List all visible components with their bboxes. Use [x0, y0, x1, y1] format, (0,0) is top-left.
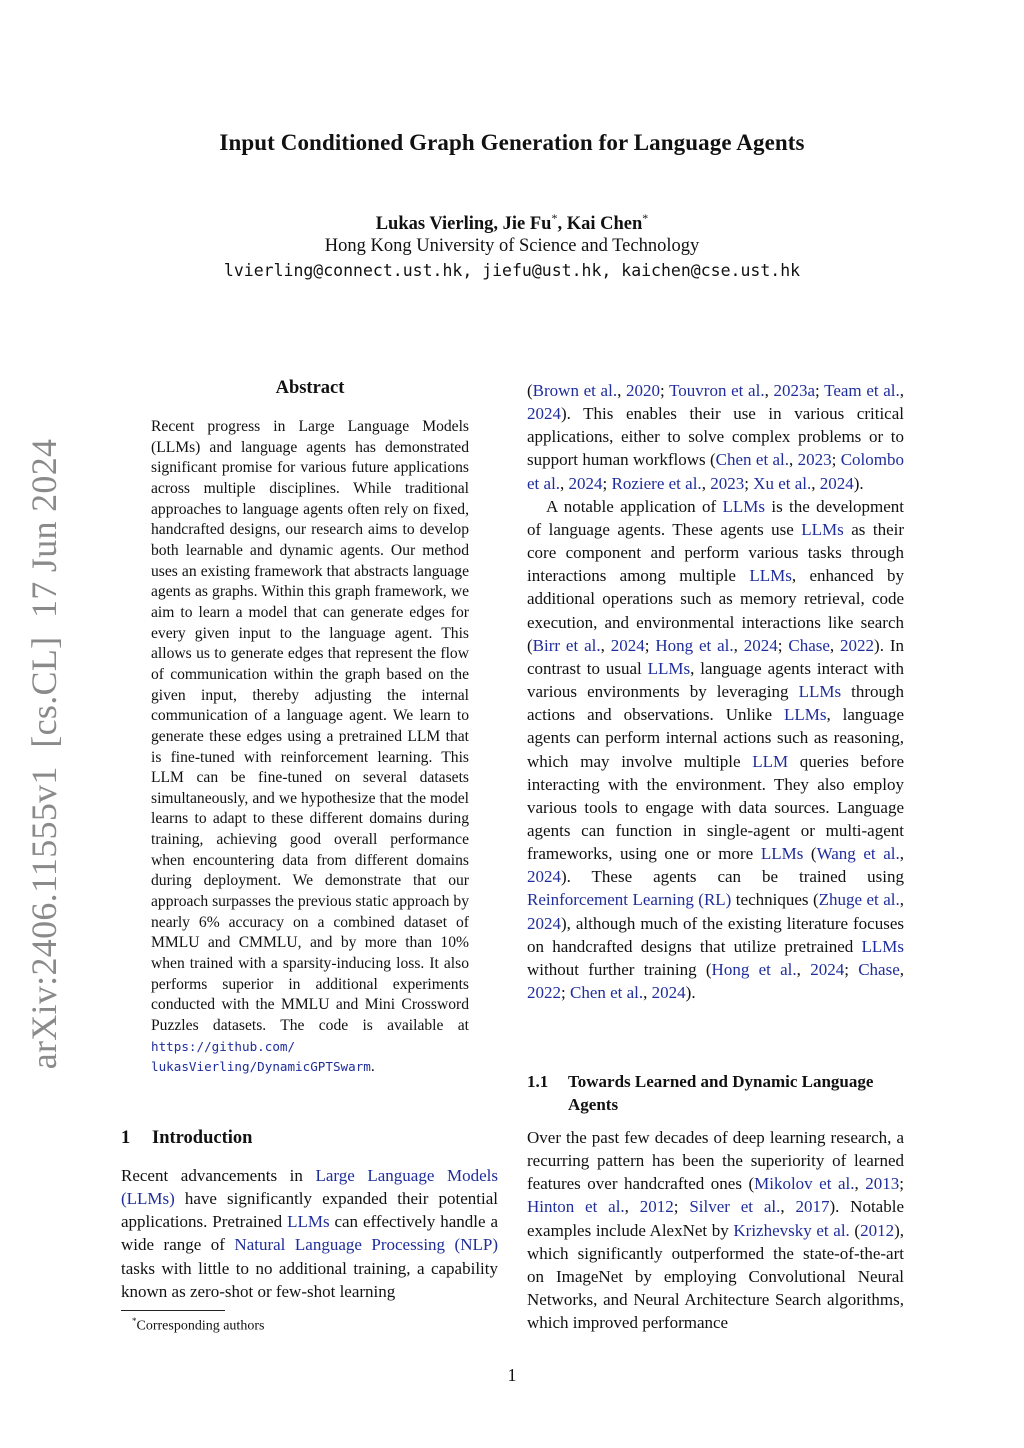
author-name: Jie Fu	[502, 214, 552, 235]
citation-link[interactable]: Silver et al.	[689, 1197, 781, 1217]
subsection-body: Over the past few decades of deep learning research, a recurring pattern has been the superiority of learned features over handcrafted ones (Mikolov et al., 2013; Hinton et al., 2012; Silver et al., 2017). Notable examples include AlexNet by Krizhevsky et al. (2012), which significantly outperformed the state-of-the-art on ImageNet by employing Convolutional Neural Networks, and Neural Architecture Search algorithms, which improved performance	[527, 1128, 905, 1333]
citation-link[interactable]: Brown et al.	[532, 381, 618, 400]
citation-link[interactable]: 2024	[810, 959, 845, 979]
citation-link[interactable]: 2024	[610, 635, 645, 655]
citation-link[interactable]: 2024	[743, 635, 778, 655]
citation-link[interactable]: Chen et al.	[569, 983, 644, 1003]
citation-link[interactable]: Hinton et al.	[527, 1197, 625, 1217]
paper-title: Input Conditioned Graph Generation for Language Agents	[219, 130, 805, 155]
citation-link[interactable]: 2024	[651, 983, 686, 1003]
citation-link[interactable]: 2023	[797, 450, 832, 470]
citation-link[interactable]: LLMs	[647, 658, 691, 678]
introduction-heading	[121, 1128, 252, 1149]
citation-link[interactable]: Birr et al.	[532, 635, 601, 655]
code-link[interactable]: https://github.com/	[151, 1038, 296, 1054]
author-separator: ,	[557, 214, 567, 235]
citation-link[interactable]: 2020	[626, 381, 660, 400]
citation-link[interactable]: 2012	[639, 1197, 674, 1217]
citation-link[interactable]: 2023	[710, 473, 745, 493]
introduction-body: Recent advancements in Large Language Models (LLMs) have significantly expanded their potential applications. Pretrained LLMs can effectively handle a wide range of Natural Language Processing (NLP) tasks with little to no additional training, a capability known as zero-shot or few-shot learning	[121, 1166, 498, 1301]
footnote-mark: *	[132, 1316, 137, 1326]
citation-link[interactable]: Zhuge et al.	[818, 890, 900, 910]
citation-link[interactable]: LLMs	[722, 496, 765, 516]
abstract-end: .	[370, 1058, 375, 1076]
citation-link[interactable]: 2012	[860, 1220, 895, 1240]
abstract-body	[151, 417, 469, 1078]
citation-link[interactable]: 2024	[568, 473, 603, 493]
citation-link[interactable]: Xu et al.	[753, 473, 812, 493]
corresponding-author-mark: *	[642, 211, 649, 225]
citation-link[interactable]: LLMs	[801, 519, 844, 539]
footnote-text: Corresponding authors	[136, 1318, 265, 1334]
abstract-heading: Abstract	[275, 378, 345, 398]
citation-link[interactable]: LLMs	[287, 1212, 330, 1232]
author-emails[interactable]: lvierling@connect.ust.hk, jiefu@ust.hk, kaichen@cse.ust.hk	[223, 261, 801, 280]
page-number: 1	[507, 1365, 517, 1385]
author-name: Lukas Vierling	[375, 214, 494, 235]
citation-link[interactable]: Natural Language Processing (NLP)	[234, 1235, 498, 1255]
citation-link[interactable]: Reinforcement Learning (RL)	[527, 890, 732, 910]
paragraph: A notable application of LLMs is the development of language agents. These agents use LLMs as their core component and perform various tasks through interactions among multiple LLMs, enhanced by additional operations such as memory retrieval, code execution, and environmental interactions like search (Birr et al., 2024; Hong et al., 2024; Chase, 2022). In contrast to usual LLMs, language agents interact with various environments by leveraging LLMs through actions and observations. Unlike LLMs, language agents can perform internal actions such as reasoning, which may involve multiple LLM queries before interacting with the environment. They also employ various tools to engage with data sources. Language agents can function in single-agent or multi-agent frameworks, using one or more LLMs (Wang et al., 2024). These agents can be trained using Reinforcement Learning (RL) techniques (Zhuge et al., 2024), although much of the existing literature focuses on handcrafted designs that utilize pretrained LLMs without further training (Hong et al., 2024; Chase, 2022; Chen et al., 2024).	[527, 496, 905, 1003]
author-separator: ,	[493, 214, 503, 235]
citation-link[interactable]: Krizhevsky et al.	[733, 1220, 850, 1240]
author-list	[0, 211, 1024, 235]
abstract-text: Recent progress in Large Language Models (LLMs) and language agents has demonstrated significant promise for various future applications across multiple disciplines. While traditional approaches to language agents often rely on fixed, handcrafted designs, our research aims to develop both learnable and dynamic agents. Our method uses an existing framework that abstracts language agents as graphs. Within this graph framework, we aim to learn a model that can generate edges for every given input to the language agent. This allows us to generate edges that represent the flow of communication within the graph based on the given input, thereby adjusting the internal communication of a language agent. We learn to generate these edges using a pretrained LLM that is fine-tuned with reinforcement learning. This LLM can be fine-tuned on several datasets simultaneously, and we hypothesize that the model learns to adapt to these different domains during training, achieving good overall performance when encountering data from different domains during deployment. We demonstrate that our approach surpasses the previous static approach by nearly 6% accuracy on a combined dataset of MMLU and CMMLU, and by more than 10% when trained with a sparsity-inducing loss. It also performs superior in additional experiments conducted with the MMLU and Mini Crossword Puzzles datasets. The code is available at	[151, 418, 469, 1035]
citation-link[interactable]: 2022	[840, 635, 875, 655]
citation-link[interactable]: Wang et al.	[816, 844, 900, 864]
footnote	[132, 1316, 264, 1335]
citation-link[interactable]: LLMs	[760, 844, 804, 864]
citation-link[interactable]: Hong et al.	[655, 635, 734, 655]
citation-link[interactable]: LLMs	[861, 936, 904, 956]
corresponding-author-mark: *	[551, 211, 558, 225]
subsection-number: 1.1	[527, 1072, 549, 1091]
citation-link[interactable]: 2022	[527, 983, 561, 1003]
affiliation: Hong Kong University of Science and Technology	[324, 236, 700, 256]
citation-link[interactable]: LLMs	[783, 705, 827, 725]
right-column-body	[527, 379, 904, 1004]
citation-link[interactable]: Touvron et al.	[669, 381, 765, 400]
citation-link[interactable]: Chen et al.	[715, 450, 790, 470]
arxiv-stamp: arXiv:2406.11555v1 [cs.CL] 17 Jun 2024	[24, 438, 64, 1070]
citation-link[interactable]: 2013	[865, 1174, 900, 1194]
citation-link[interactable]: Large Language Models (LLMs)	[121, 1166, 498, 1209]
citation-link[interactable]: 2024	[527, 404, 561, 424]
citation-link[interactable]: 2024	[527, 913, 561, 933]
citation-link[interactable]: Hong et al.	[711, 959, 797, 979]
subsection-title-line: Towards Learned and Dynamic Language	[568, 1072, 874, 1091]
citation-link[interactable]: Chase	[788, 635, 830, 655]
citation-link[interactable]: Roziere et al.	[611, 473, 702, 493]
citation-link[interactable]: Chase	[858, 959, 900, 979]
citation-link[interactable]: Team et al.	[824, 381, 900, 400]
footnote-rule	[121, 1310, 225, 1311]
subsection-heading	[527, 1070, 904, 1116]
code-link-continued[interactable]: lukasVierling/DynamicGPTSwarm	[151, 1059, 371, 1075]
citation-link[interactable]: 2017	[795, 1197, 830, 1217]
citation-link[interactable]: 2024	[527, 867, 561, 887]
subsection-title-line: Agents	[568, 1095, 619, 1114]
citation-link[interactable]: Mikolov et al.	[754, 1174, 855, 1194]
citation-link[interactable]: Colombo et al.	[527, 450, 904, 493]
paragraph: (Brown et al., 2020; Touvron et al., 2023a; Team et al., 2024). This enables their use in various critical applications, either to solve complex problems or to support human workflows (Chen et al., 2023; Colombo et al., 2024; Roziere et al., 2023; Xu et al., 2024).	[527, 381, 905, 493]
author-name: Kai Chen	[566, 214, 643, 235]
section-number: 1	[121, 1128, 131, 1148]
citation-link[interactable]: 2023a	[773, 381, 816, 400]
citation-link[interactable]: 2024	[819, 473, 854, 493]
section-title: Introduction	[152, 1128, 253, 1148]
citation-link[interactable]: LLMs	[798, 682, 842, 702]
citation-link[interactable]: LLMs	[749, 566, 792, 586]
citation-link[interactable]: LLM	[752, 751, 789, 771]
